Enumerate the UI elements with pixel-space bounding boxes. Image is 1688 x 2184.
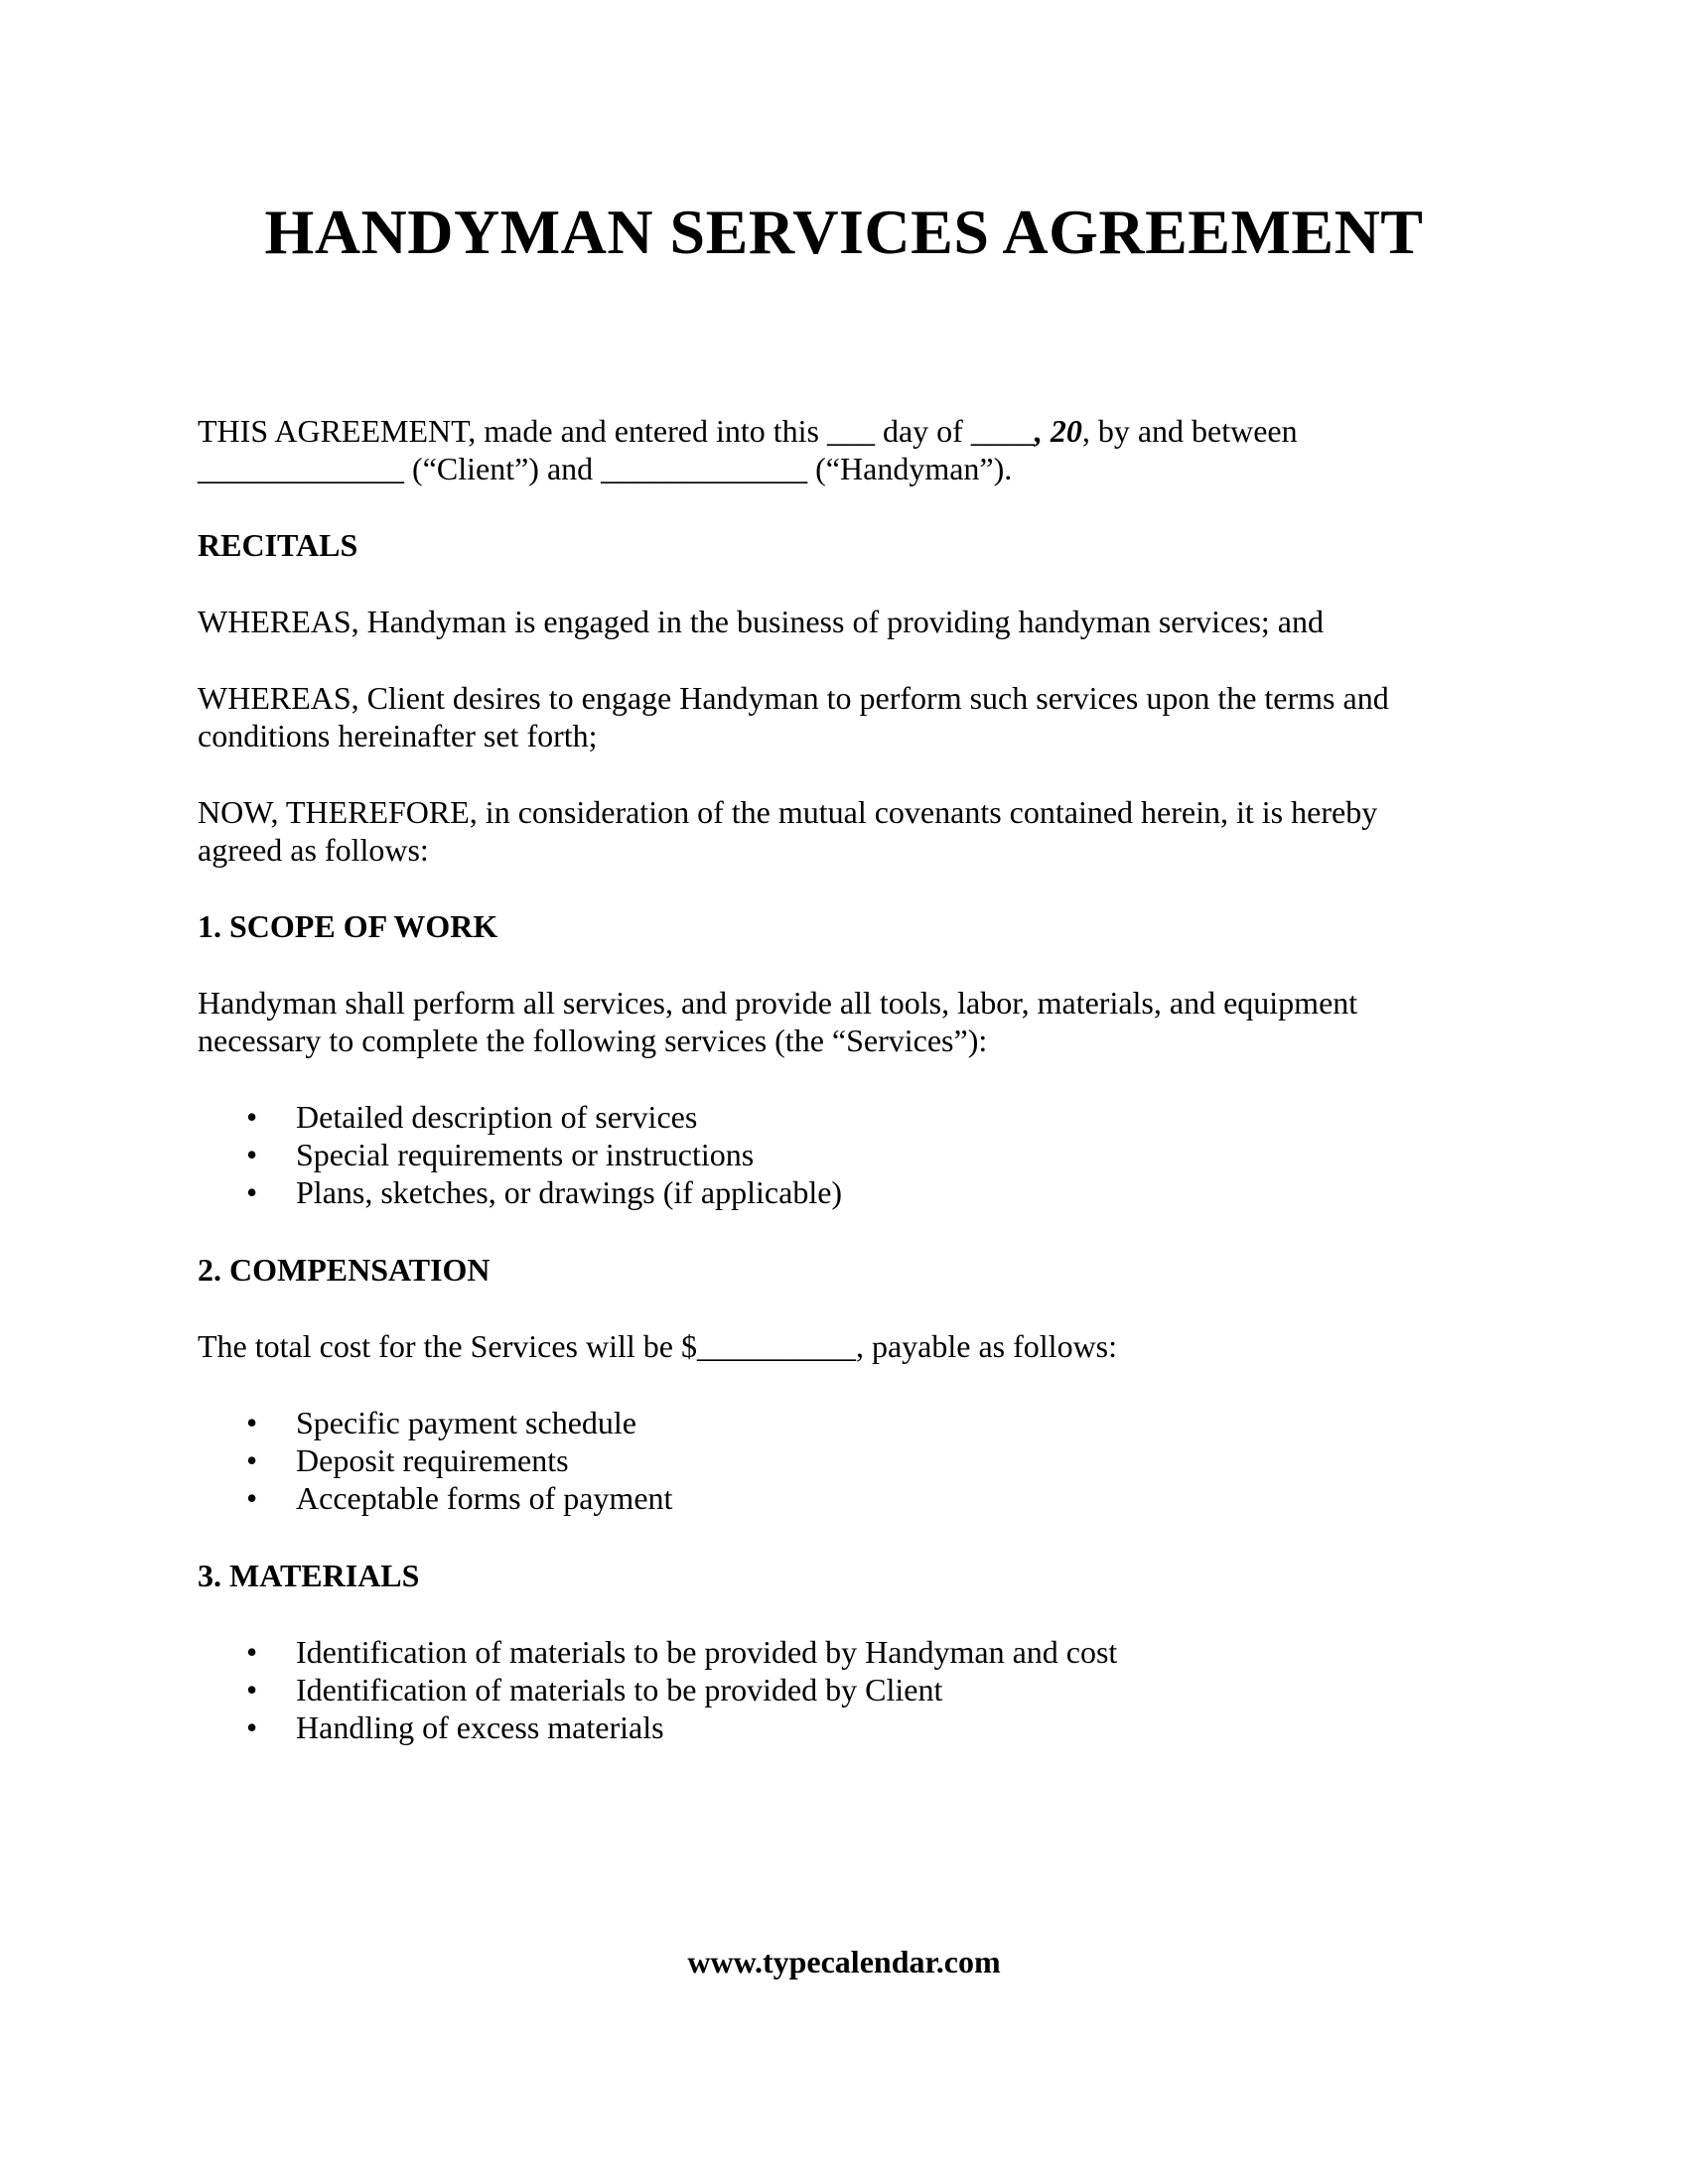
list-item-text: Deposit requirements	[296, 1442, 569, 1478]
list-item	[198, 1098, 1488, 1136]
list-item-text: Special requirements or instructions	[296, 1137, 755, 1172]
list-item-text: Handling of excess materials	[296, 1709, 664, 1745]
bullet-icon: •	[246, 1174, 258, 1210]
list-item-text: Plans, sketches, or drawings (if applicable)	[296, 1174, 843, 1210]
intro-text-b: , by and between	[1081, 413, 1298, 449]
footer-website: www.typecalendar.com	[687, 1944, 1001, 1979]
intro-line-2: _____________ (“Client”) and _____________ (“Handyman”).	[198, 451, 1013, 486]
bullet-icon: •	[246, 1405, 258, 1440]
therefore-clause-line-2: agreed as follows:	[198, 832, 429, 868]
whereas-clause-1: WHEREAS, Handyman is engaged in the business of providing handyman services; and	[198, 604, 1324, 639]
list-item	[198, 1136, 1488, 1173]
list-item	[198, 1633, 1488, 1671]
scope-bullet-list	[198, 1098, 1488, 1211]
list-item-text: Identification of materials to be provided by Client	[296, 1672, 943, 1707]
bullet-icon: •	[246, 1480, 258, 1516]
section-heading-scope: 1. SCOPE OF WORK	[198, 908, 498, 944]
list-item	[198, 1441, 1488, 1479]
compensation-bullet-list	[198, 1404, 1488, 1517]
bullet-icon: •	[246, 1099, 258, 1135]
bullet-icon: •	[246, 1709, 258, 1745]
whereas-clause-2-line-1: WHEREAS, Client desires to engage Handyman to perform such services upon the terms and	[198, 680, 1389, 716]
therefore-clause-line-1: NOW, THEREFORE, in consideration of the mutual covenants contained herein, it is hereby	[198, 794, 1378, 830]
intro-line-1	[198, 412, 1488, 450]
list-item-text: Acceptable forms of payment	[296, 1480, 673, 1516]
intro-text-a: THIS AGREEMENT, made and entered into this ___ day of ____	[198, 413, 1035, 449]
bullet-icon: •	[246, 1672, 258, 1707]
intro-year: , 20	[1034, 413, 1082, 449]
scope-text-line-1: Handyman shall perform all services, and provide all tools, labor, materials, and equipment	[198, 985, 1358, 1021]
bullet-icon: •	[246, 1442, 258, 1478]
whereas-clause-2-line-2: conditions hereinafter set forth;	[198, 718, 598, 753]
materials-bullet-list	[198, 1633, 1488, 1746]
bullet-icon: •	[246, 1137, 258, 1172]
recitals-heading: RECITALS	[198, 527, 358, 563]
section-heading-materials: 3. MATERIALS	[198, 1558, 420, 1593]
list-item	[198, 1404, 1488, 1441]
scope-text-line-2: necessary to complete the following services (the “Services”):	[198, 1023, 988, 1058]
bullet-icon: •	[246, 1634, 258, 1670]
list-item-text: Identification of materials to be provided by Handyman and cost	[296, 1634, 1118, 1670]
list-item	[198, 1708, 1488, 1746]
list-item	[198, 1173, 1488, 1211]
list-item	[198, 1671, 1488, 1708]
list-item-text: Specific payment schedule	[296, 1405, 636, 1440]
document-title: HANDYMAN SERVICES AGREEMENT	[264, 197, 1424, 267]
section-heading-compensation: 2. COMPENSATION	[198, 1252, 491, 1288]
list-item-text: Detailed description of services	[296, 1099, 698, 1135]
compensation-text: The total cost for the Services will be $__________, payable as follows:	[198, 1328, 1118, 1364]
list-item	[198, 1479, 1488, 1517]
